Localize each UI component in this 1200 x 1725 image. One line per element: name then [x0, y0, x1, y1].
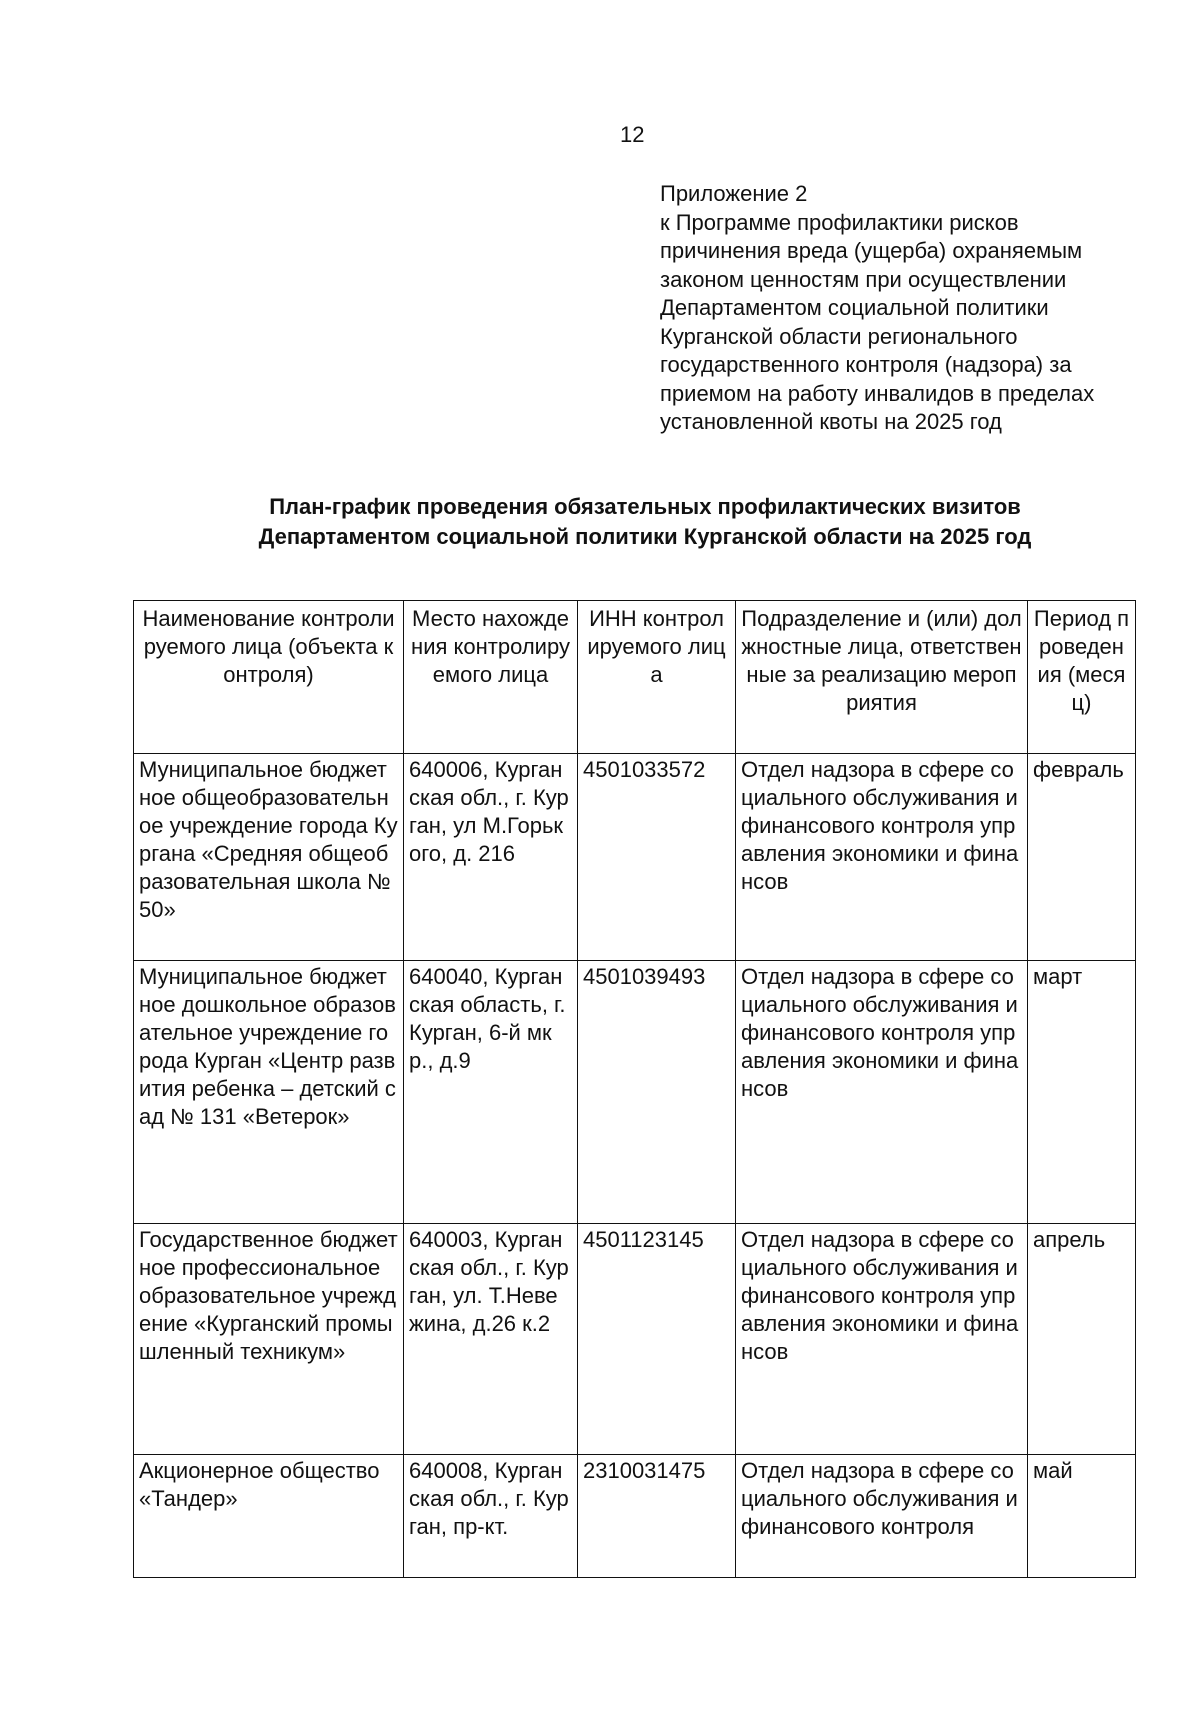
- title-line-1: План-график проведения обязательных профилактических визитов: [269, 494, 1021, 519]
- cell-address: 640040, Курганская область, г. Курган, 6-й мкр., д.9: [404, 961, 578, 1224]
- cell-department: Отдел надзора в сфере социального обслуживания и финансового контроля управления экономики и финансов: [736, 1224, 1028, 1455]
- appendix-line: к Программе профилактики рисков: [660, 209, 1019, 235]
- appendix-line: Приложение 2: [660, 181, 808, 206]
- appendix-note: [660, 180, 1160, 437]
- cell-inn: 2310031475: [578, 1455, 736, 1578]
- table-row: [134, 754, 1136, 961]
- cell-period: май: [1028, 1455, 1136, 1578]
- cell-address: 640006, Курганская обл., г. Курган, ул М.Горького, д. 216: [404, 754, 578, 961]
- appendix-line: причинения вреда (ущерба) охраняемым: [660, 238, 1083, 263]
- cell-department: Отдел надзора в сфере социального обслуживания и финансового контроля: [736, 1455, 1028, 1578]
- header-period: Период проведения (месяц): [1028, 601, 1136, 754]
- cell-department: Отдел надзора в сфере социального обслуживания и финансового контроля управления экономики и финансов: [736, 754, 1028, 961]
- cell-name: Государственное бюджетное профессиональное образовательное учреждение «Курганский промышленный техникум»: [134, 1224, 404, 1455]
- header-inn: ИНН контролируемого лица: [578, 601, 736, 754]
- page-number: 12: [620, 122, 645, 147]
- table-row: [134, 1224, 1136, 1455]
- appendix-line: государственного контроля (надзора) за: [660, 352, 1072, 377]
- table-header-row: [134, 601, 1136, 754]
- cell-department: Отдел надзора в сфере социального обслуживания и финансового контроля управления экономики и финансов: [736, 961, 1028, 1224]
- header-name: Наименование контролируемого лица (объекта контроля): [134, 601, 404, 754]
- title-line-2: Департаментом социальной политики Курганской области на 2025 год: [258, 524, 1032, 549]
- appendix-line: Курганской области регионального: [660, 323, 1018, 349]
- cell-period: март: [1028, 961, 1136, 1224]
- appendix-line: приемом на работу инвалидов в пределах: [660, 380, 1095, 406]
- cell-address: 640003, Курганская обл., г. Курган, ул. Т.Невежина, д.26 к.2: [404, 1224, 578, 1455]
- cell-period: февраль: [1028, 754, 1136, 961]
- cell-name: Муниципальное бюджетное общеобразовательное учреждение города Кургана «Средняя общеобразовательная школа № 50»: [134, 754, 404, 961]
- plan-schedule-table: [133, 600, 1136, 1578]
- appendix-line: законом ценностям при осуществлении: [660, 266, 1067, 292]
- cell-name: Акционерное общество «Тандер»: [134, 1455, 404, 1578]
- cell-inn: 4501039493: [578, 961, 736, 1224]
- table-row: [134, 961, 1136, 1224]
- cell-period: апрель: [1028, 1224, 1136, 1455]
- appendix-line: установленной квоты на 2025 год: [660, 409, 1002, 434]
- table-row: [134, 1455, 1136, 1578]
- header-department: Подразделение и (или) должностные лица, ответственные за реализацию мероприятия: [736, 601, 1028, 754]
- cell-address: 640008, Курганская обл., г. Курган, пр-кт.: [404, 1455, 578, 1578]
- appendix-line: Департаментом социальной политики: [660, 295, 1049, 320]
- cell-name: Муниципальное бюджетное дошкольное образовательное учреждение города Курган «Центр развития ребенка – детский сад № 131 «Ветерок»: [134, 961, 404, 1224]
- cell-inn: 4501123145: [578, 1224, 736, 1455]
- header-address: Место нахождения контролируемого лица: [404, 601, 578, 754]
- cell-inn: 4501033572: [578, 754, 736, 961]
- document-title: [140, 492, 1150, 552]
